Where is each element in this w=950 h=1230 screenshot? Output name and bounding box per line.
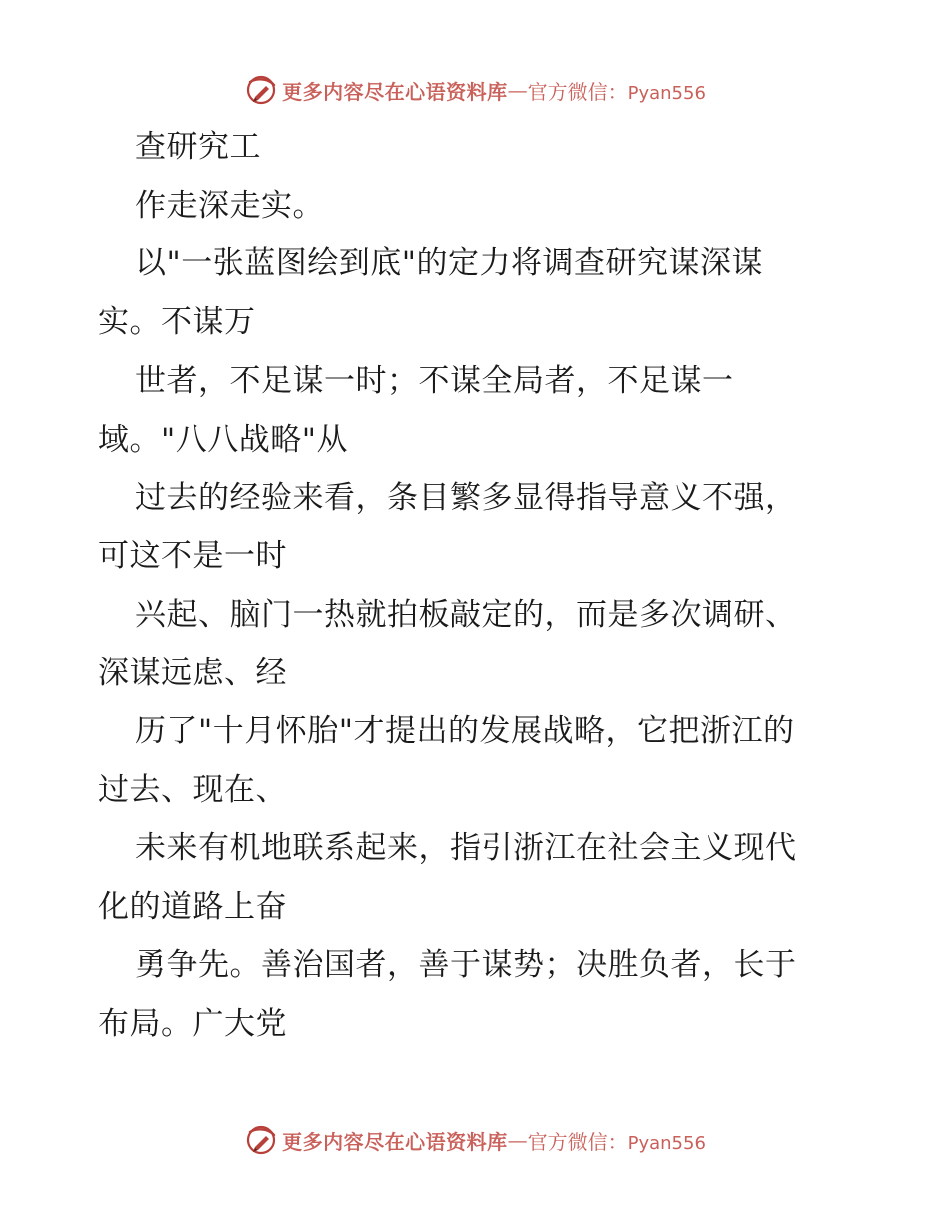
body-line: 作走深走实。 bbox=[135, 188, 324, 224]
footer-dash: — bbox=[507, 1128, 528, 1152]
footer-wechat-label: 官方微信： bbox=[527, 1129, 628, 1154]
body-line: 域。"八八战略"从 bbox=[98, 422, 349, 458]
body-line: 过去、现在、 bbox=[98, 772, 287, 808]
body-line: 深谋远虑、经 bbox=[98, 655, 287, 691]
footer-slogan: 更多内容尽在心语资料库 bbox=[282, 1129, 508, 1154]
footer-wechat-id: Pyan556 bbox=[627, 1132, 706, 1154]
body-line: 未来有机地联系起来，指引浙江在社会主义现代 bbox=[135, 830, 797, 866]
body-line: 化的道路上奋 bbox=[98, 889, 287, 925]
body-line: 查研究工 bbox=[135, 129, 261, 165]
header-banner bbox=[0, 70, 950, 110]
body-line: 布局。广大党 bbox=[98, 1006, 287, 1042]
header-slogan: 更多内容尽在心语资料库 bbox=[282, 79, 508, 104]
body-line: 过去的经验来看，条目繁多显得指导意义不强， bbox=[135, 480, 797, 516]
pen-nib-logo-icon bbox=[244, 73, 278, 107]
header-wechat-label: 官方微信： bbox=[527, 79, 628, 104]
body-line: 世者，不足谋一时；不谋全局者，不足谋一 bbox=[135, 363, 734, 399]
header-wechat bbox=[528, 76, 706, 105]
body-line: 以"一张蓝图绘到底"的定力将调查研究谋深谋 bbox=[135, 245, 764, 281]
body-line: 勇争先。善治国者，善于谋势；决胜负者，长于 bbox=[135, 947, 797, 983]
body-line: 实。不谋万 bbox=[98, 304, 256, 340]
body-line: 可这不是一时 bbox=[98, 538, 287, 574]
body-line: 兴起、脑门一热就拍板敲定的，而是多次调研、 bbox=[135, 597, 797, 633]
header-dash: — bbox=[507, 78, 528, 102]
footer-banner bbox=[0, 1120, 950, 1160]
body-line: 历了"十月怀胎"才提出的发展战略，它把浙江的 bbox=[135, 713, 795, 749]
header-wechat-id: Pyan556 bbox=[627, 82, 706, 104]
footer-wechat bbox=[528, 1126, 706, 1155]
pen-nib-logo-icon bbox=[244, 1123, 278, 1157]
